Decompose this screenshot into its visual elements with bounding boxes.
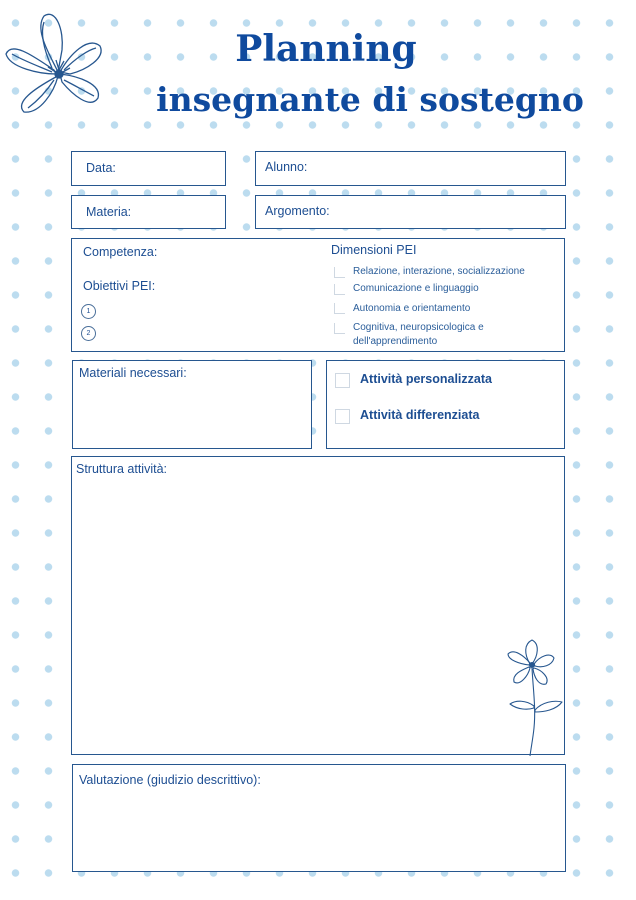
objective-number-1[interactable]: 1: [81, 304, 96, 319]
attivita-differenziata-checkbox[interactable]: [335, 409, 350, 424]
materia-label: Materia:: [86, 205, 132, 219]
dimension-checkbox-2[interactable]: [334, 284, 345, 295]
data-label: Data:: [86, 161, 116, 175]
dimension-label-1: Relazione, interazione, socializzazione: [353, 266, 525, 277]
valutazione-label: Valutazione (giudizio descrittivo):: [79, 773, 261, 787]
alunno-field[interactable]: [255, 151, 566, 186]
data-field[interactable]: [71, 151, 226, 186]
dimensioni-title: Dimensioni PEI: [331, 243, 417, 257]
argomento-field[interactable]: [255, 195, 566, 229]
dimension-label-4: Cognitiva, neuropsicologica e dell'apprendimento: [353, 322, 484, 347]
page-title-line1: Planning: [235, 28, 417, 70]
obiettivi-label: Obiettivi PEI:: [83, 279, 156, 293]
dimension-checkbox-4[interactable]: [334, 323, 345, 334]
struttura-section[interactable]: [71, 456, 565, 755]
competenza-label: Competenza:: [83, 245, 158, 259]
alunno-label: Alunno:: [265, 160, 308, 174]
attivita-differenziata-label: Attività differenziata: [360, 408, 480, 422]
struttura-label: Struttura attività:: [76, 462, 168, 476]
page-title-line2: insegnante di sostegno: [156, 80, 584, 119]
dimension-label-2: Comunicazione e linguaggio: [353, 283, 479, 294]
materia-field[interactable]: [71, 195, 226, 229]
materiali-section[interactable]: [72, 360, 312, 449]
attivita-personalizzata-checkbox[interactable]: [335, 373, 350, 388]
attivita-personalizzata-label: Attività personalizzata: [360, 372, 492, 386]
valutazione-section[interactable]: [72, 764, 566, 872]
dimension-checkbox-3[interactable]: [334, 303, 345, 314]
dimension-label-3: Autonomia e orientamento: [353, 303, 471, 314]
materiali-label: Materiali necessari:: [79, 366, 187, 380]
attivita-section: [326, 360, 565, 449]
flower-stem-icon: [500, 638, 570, 758]
dimension-checkbox-1[interactable]: [334, 267, 345, 278]
pei-section: [71, 238, 565, 352]
argomento-label: Argomento:: [265, 204, 330, 218]
objective-number-2[interactable]: 2: [81, 326, 96, 341]
